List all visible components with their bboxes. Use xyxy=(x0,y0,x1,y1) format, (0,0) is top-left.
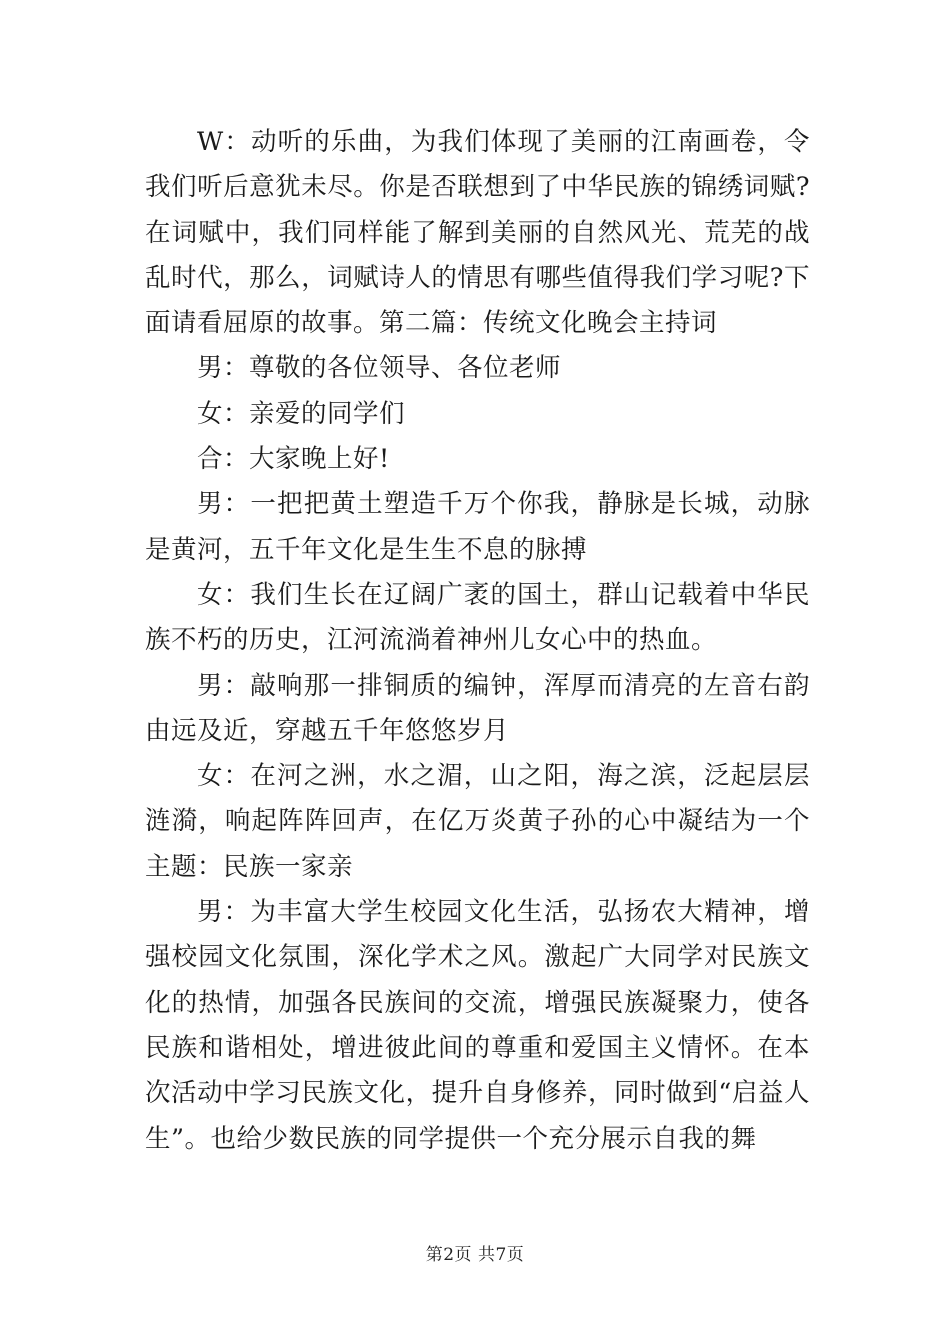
paragraph: 男：一把把黄土塑造千万个你我，静脉是长城，动脉是黄河，五千年文化是生生不息的脉搏 xyxy=(145,489,810,565)
paragraph: 男：敲响那一排铜质的编钟，浑厚而清亮的左音右韵由远及近，穿越五千年悠悠岁月 xyxy=(145,670,810,746)
page-number-footer: 第2页 共7页 xyxy=(425,1245,525,1265)
document-body xyxy=(145,120,810,1162)
paragraph: 男：为丰富大学生校园文化生活，弘扬农大精神，增强校园文化氛围，深化学术之风。激起广大同学对民族文化的热情，加强各民族间的交流，增强民族凝聚力，使各民族和谐相处，增进彼此间的尊重和爱国主义情怀。在本次活动中学习民族文化，提升自身修养，同时做到“启益人生”。也给少数民族的同学提供一个充分展示自我的舞 xyxy=(145,897,810,1154)
paragraph: W：动听的乐曲，为我们体现了美丽的江南画卷，令我们听后意犹未尽。你是否联想到了中华民族的锦绣词赋?在词赋中，我们同样能了解到美丽的自然风光、荒芜的战乱时代，那么，词赋诗人的情思有哪些值得我们学习呢?下面请看屈原的故事。第二篇：传统文化晚会主持词 xyxy=(145,127,810,339)
paragraph: 男：尊敬的各位领导、各位老师 xyxy=(197,353,562,384)
paragraph: 女：我们生长在辽阔广袤的国土，群山记载着中华民族不朽的历史，江河流淌着神州儿女心中的热血。 xyxy=(145,579,810,656)
paragraph: 女：在河之洲，水之湄，山之阳，海之滨，泛起层层涟漪，响起阵阵回声，在亿万炎黄子孙的心中凝结为一个主题：民族一家亲 xyxy=(145,761,810,882)
paragraph: 合：大家晚上好! xyxy=(197,444,390,475)
paragraph: 女：亲爱的同学们 xyxy=(197,398,406,429)
